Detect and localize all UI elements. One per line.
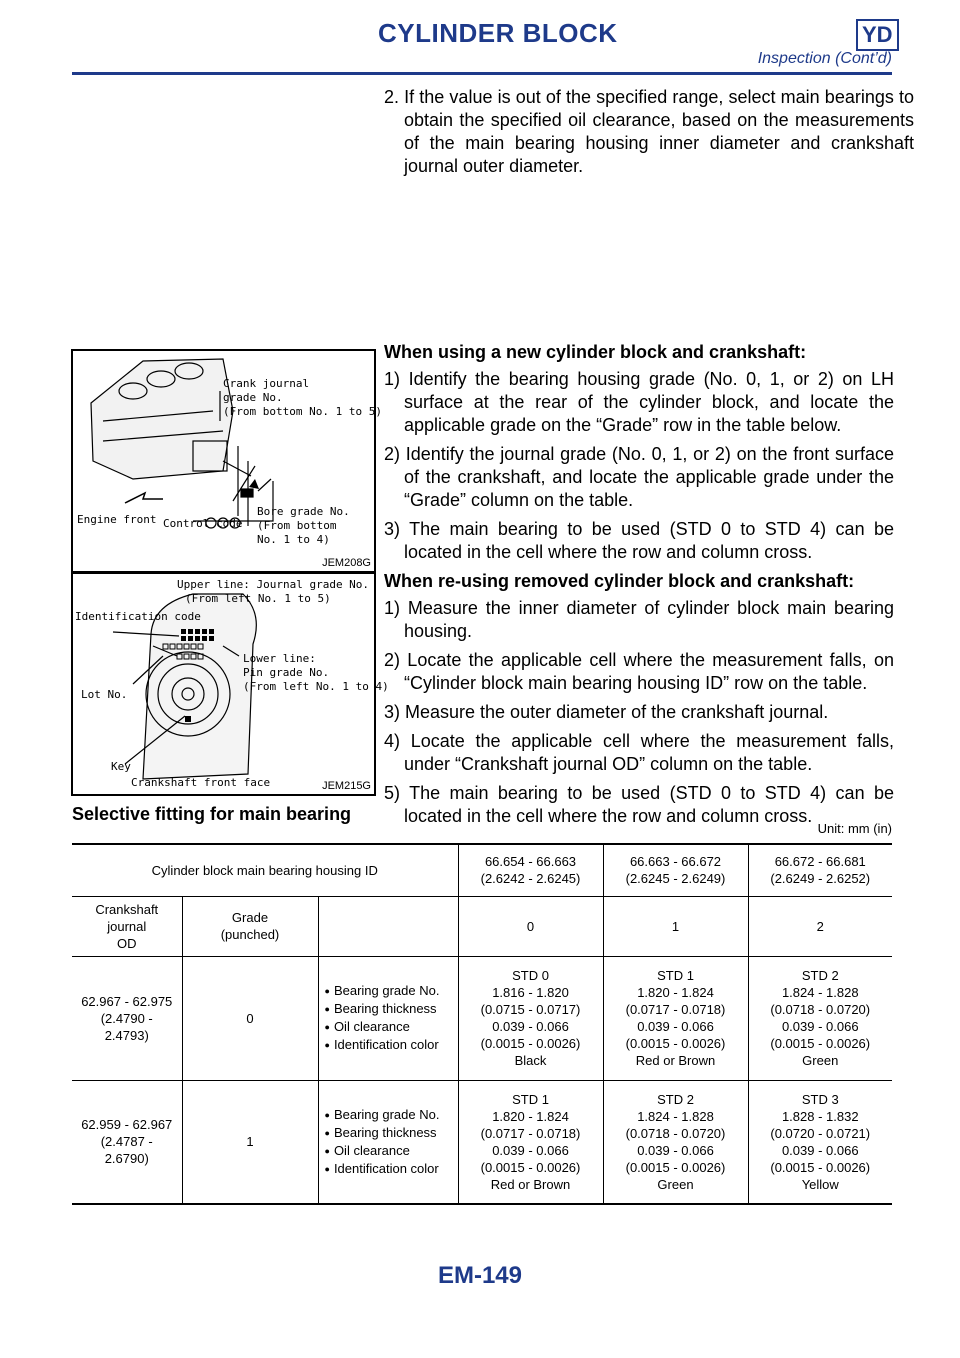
bearing-selection-table <box>72 843 892 1205</box>
grade-header: Grade (punched) <box>182 896 318 956</box>
journal-grade-cell: 1 <box>182 1080 318 1204</box>
label-key: Key <box>111 760 131 773</box>
bearing-spec-cell: STD 1 1.820 - 1.824 (0.0717 - 0.0718) 0.039 - 0.066 (0.0015 - 0.0026) Red or Brown <box>458 1080 603 1204</box>
journal-grade-cell: 0 <box>182 956 318 1080</box>
cylinder-block-illustration <box>73 351 382 571</box>
label-from-left-1-4: (From left No. 1 to 4) <box>243 680 389 693</box>
page-subtitle: Inspection (Cont’d) <box>757 50 892 67</box>
figure-crankshaft-front-face <box>71 572 389 796</box>
housing-id-header: Cylinder block main bearing housing ID <box>72 844 458 896</box>
bearing-spec-cell: STD 3 1.828 - 1.832 (0.0720 - 0.0721) 0.039 - 0.066 (0.0015 - 0.0026) Yellow <box>748 1080 892 1204</box>
crankshaft-illustration <box>73 574 389 794</box>
new-step-3: 3) The main bearing to be used (STD 0 to STD 4) can be located in the cell where the row and column cross. <box>384 519 894 562</box>
housing-range-cell: 66.672 - 66.681 (2.6249 - 2.6252) <box>748 844 892 896</box>
reuse-block-heading: When re-using removed cylinder block and crankshaft: <box>384 571 855 591</box>
label-crankshaft-front-face: Crankshaft front face <box>131 776 271 789</box>
journal-od-header: Crankshaft journal OD <box>72 896 182 956</box>
label-from-bottom-1-5: (From bottom No. 1 to 5) <box>223 405 382 418</box>
empty-cell <box>318 896 458 956</box>
page-section-title: CYLINDER BLOCK <box>378 18 618 48</box>
bullet-legend-cell: ● Bearing grade No. ● Bearing thickness ● Oil clearance ● Identification color <box>318 1080 458 1204</box>
header-rule <box>72 72 892 75</box>
label-grade-no: grade No. <box>223 391 283 404</box>
label-from-bottom: (From bottom <box>257 519 337 532</box>
figure-code: JEM208G <box>322 557 371 569</box>
reuse-step-2: 2) Locate the applicable cell where the measurement falls, on “Cylinder block main bearing housing ID” row on the table. <box>384 650 894 693</box>
bullet-legend-cell: ● Bearing grade No. ● Bearing thickness ● Oil clearance ● Identification color <box>318 956 458 1080</box>
unit-note: Unit: mm (in) <box>817 821 892 836</box>
reuse-step-3: 3) Measure the outer diameter of the crankshaft journal. <box>384 702 829 722</box>
label-control-code: Control code <box>163 517 243 530</box>
label-lower-line: Lower line: <box>243 652 316 665</box>
journal-od-cell: 62.967 - 62.975 (2.4790 - 2.4793) <box>72 956 182 1080</box>
new-step-2: 2) Identify the journal grade (No. 0, 1, or 2) on the front surface of the crankshaft, and locate the applicable grade under the “Grade” column on the table. <box>384 444 894 510</box>
label-no-1-4: No. 1 to 4) <box>257 533 330 546</box>
housing-grade-cell: 2 <box>748 896 892 956</box>
reuse-step-5: 5) The main bearing to be used (STD 0 to STD 4) can be located in the cell where the row and column cross. <box>384 783 894 826</box>
bearing-spec-cell: STD 2 1.824 - 1.828 (0.0718 - 0.0720) 0.039 - 0.066 (0.0015 - 0.0026) Green <box>603 1080 748 1204</box>
bearing-spec-cell: STD 0 1.816 - 1.820 (0.0715 - 0.0717) 0.039 - 0.066 (0.0015 - 0.0026) Black <box>458 956 603 1080</box>
figure-code: JEM215G <box>322 780 371 792</box>
label-from-left-1-5: (From left No. 1 to 5) <box>185 592 331 605</box>
table-row <box>72 896 892 956</box>
housing-grade-cell: 0 <box>458 896 603 956</box>
table-row <box>72 956 892 1080</box>
new-block-heading: When using a new cylinder block and crankshaft: <box>384 342 807 362</box>
label-upper-line: Upper line: Journal grade No. <box>177 578 370 591</box>
page-number: EM-149 <box>437 1262 523 1289</box>
label-pin-grade: Pin grade No. <box>243 666 330 679</box>
journal-od-cell: 62.959 - 62.967 (2.4787 - 2.6790) <box>72 1080 182 1204</box>
engine-code-badge: YD <box>856 19 899 51</box>
reuse-step-4: 4) Locate the applicable cell where the measurement falls, under “Crankshaft journal OD” column on the table. <box>384 731 894 774</box>
table-row <box>72 1080 892 1204</box>
housing-range-cell: 66.663 - 66.672 (2.6245 - 2.6249) <box>603 844 748 896</box>
housing-grade-cell: 1 <box>603 896 748 956</box>
table-title: Selective fitting for main bearing <box>72 804 352 824</box>
intro-step: 2. If the value is out of the specified range, select main bearings to obtain the specified oil clearance, based on the measurements of the main bearing housing inner diameter and crankshaft journal outer diameter. <box>384 87 914 176</box>
figure-cylinder-block-grades <box>71 349 382 573</box>
label-lot-no: Lot No. <box>81 688 128 701</box>
housing-range-cell: 66.654 - 66.663 (2.6242 - 2.6245) <box>458 844 603 896</box>
bearing-spec-cell: STD 1 1.820 - 1.824 (0.0717 - 0.0718) 0.039 - 0.066 (0.0015 - 0.0026) Red or Brown <box>603 956 748 1080</box>
label-engine-front: Engine front <box>77 513 157 526</box>
new-step-1: 1) Identify the bearing housing grade (No. 0, 1, or 2) on LH surface at the rear of the cylinder block, and locate the applicable grade on the “Grade” row in the table below. <box>384 369 894 435</box>
bearing-spec-cell: STD 2 1.824 - 1.828 (0.0718 - 0.0720) 0.039 - 0.066 (0.0015 - 0.0026) Green <box>748 956 892 1080</box>
label-crank-journal: Crank journal <box>223 377 310 390</box>
reuse-step-1: 1) Measure the inner diameter of cylinder block main bearing housing. <box>384 598 894 641</box>
label-bore-grade: Bore grade No. <box>257 505 350 518</box>
label-identification-code: Identification code <box>75 610 201 623</box>
table-row <box>72 844 892 896</box>
